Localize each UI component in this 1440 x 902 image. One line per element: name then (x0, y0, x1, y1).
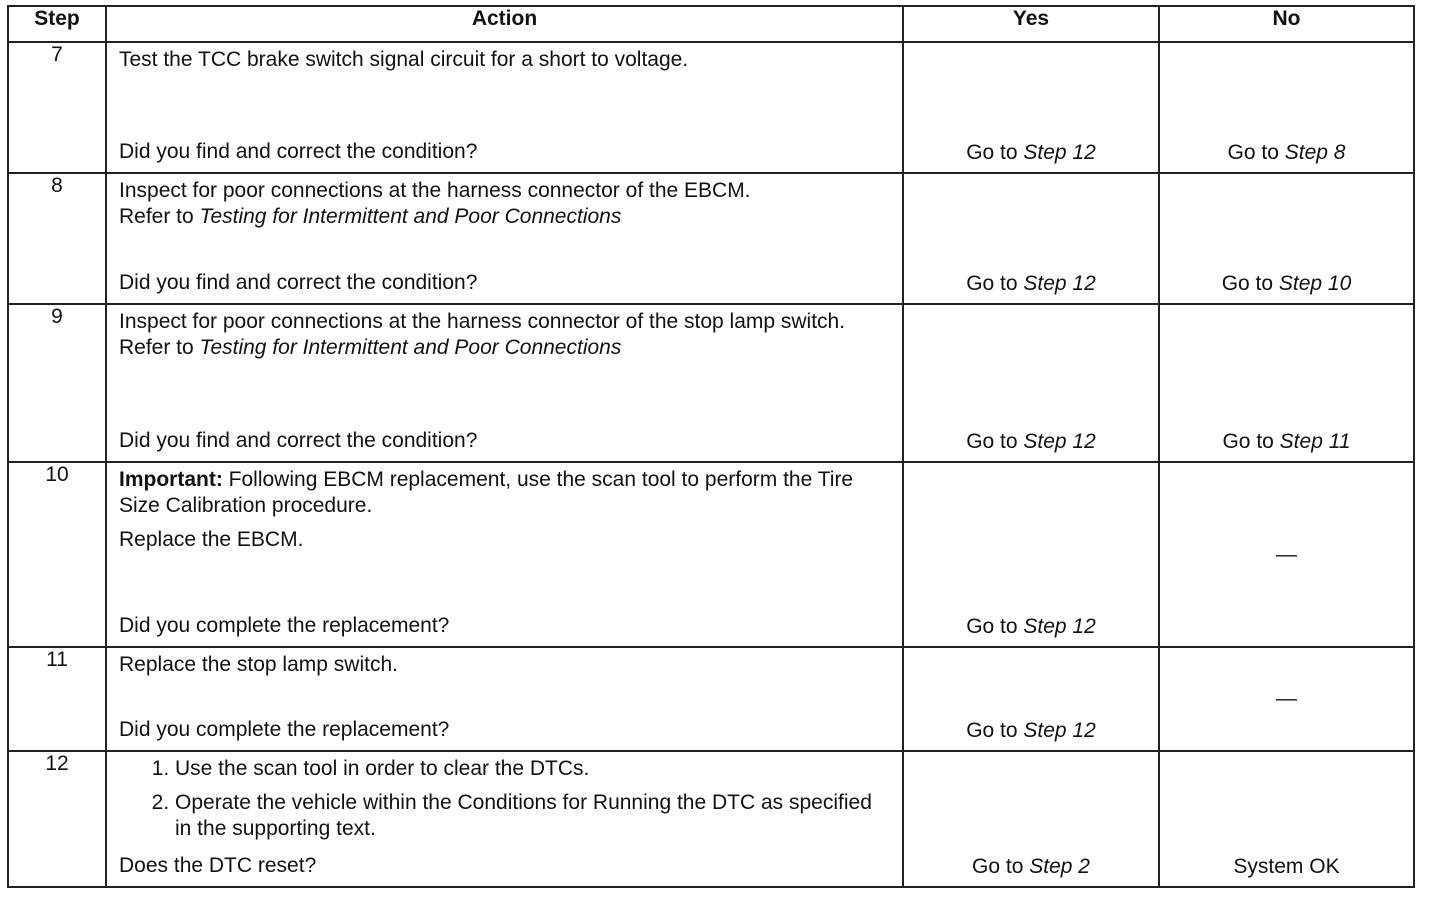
table-row (8, 173, 1414, 304)
step-number: 8 (8, 173, 106, 304)
table-row (8, 462, 1414, 647)
yes-step-link[interactable]: Step 12 (1023, 615, 1096, 638)
no-dash: — (1276, 687, 1297, 710)
yes-step-link[interactable]: Step 12 (1023, 272, 1096, 295)
diagnostic-steps-table (7, 5, 1415, 888)
list-item: 1. Use the scan tool in order to clear the DTCs. (175, 756, 894, 782)
refer-link[interactable]: Testing for Intermittent and Poor Connections (199, 205, 622, 228)
no-cell (1159, 42, 1414, 173)
header-step: Step (8, 6, 106, 42)
list-item: 2. Operate the vehicle within the Conditions for Running the DTC as specified in the supporting text. (175, 790, 894, 842)
yes-cell (903, 173, 1159, 304)
no-prefix: Go to (1221, 272, 1279, 295)
action-question: Did you find and correct the condition? (119, 271, 478, 294)
table-row (8, 751, 1414, 887)
table-row (8, 42, 1414, 173)
action-question: Did you complete the replacement? (119, 718, 450, 741)
no-prefix: Go to (1227, 141, 1285, 164)
no-cell (1159, 462, 1414, 647)
refer-link[interactable]: Testing for Intermittent and Poor Connections (199, 336, 622, 359)
yes-prefix: Go to (966, 272, 1024, 295)
no-dash: — (1276, 542, 1297, 566)
step-number: 11 (8, 647, 106, 751)
yes-cell (903, 462, 1159, 647)
action-cell (106, 42, 903, 173)
no-step-link[interactable]: Step 11 (1279, 430, 1351, 453)
step-number: 7 (8, 42, 106, 173)
action-cell (106, 304, 903, 462)
yes-prefix: Go to (966, 719, 1024, 742)
step-number: 12 (8, 751, 106, 887)
action-text (119, 756, 894, 850)
action-text-line: Replace the EBCM. (119, 528, 304, 551)
important-text: Following EBCM replacement, use the scan tool to perform the Tire Size Calibration procedure. (119, 468, 854, 517)
no-cell (1159, 647, 1414, 751)
action-cell (106, 173, 903, 304)
yes-step-link[interactable]: Step 12 (1023, 719, 1096, 742)
important-label: Important: (119, 468, 223, 491)
yes-cell (903, 751, 1159, 887)
no-step-link[interactable]: Step 8 (1284, 141, 1346, 164)
action-question: Does the DTC reset? (119, 854, 317, 877)
no-prefix: Go to (1222, 430, 1280, 453)
yes-cell (903, 42, 1159, 173)
action-text: Replace the stop lamp switch. (119, 653, 398, 676)
action-cell (106, 751, 903, 887)
action-text: Test the TCC brake switch signal circuit for a short to voltage. (119, 48, 689, 71)
yes-step-link[interactable]: Step 12 (1023, 141, 1096, 164)
header-row (8, 6, 1414, 42)
refer-prefix: Refer to (119, 336, 200, 359)
header-yes: Yes (903, 6, 1159, 42)
yes-cell (903, 304, 1159, 462)
refer-prefix: Refer to (119, 205, 200, 228)
no-step-link[interactable]: Step 10 (1278, 272, 1352, 295)
action-question: Did you find and correct the condition? (119, 429, 478, 452)
important-note (119, 467, 894, 519)
yes-prefix: Go to (966, 141, 1024, 164)
yes-prefix: Go to (972, 855, 1030, 878)
header-action: Action (106, 6, 903, 42)
action-question: Did you find and correct the condition? (119, 140, 478, 163)
table-row (8, 304, 1414, 462)
action-cell (106, 647, 903, 751)
no-cell (1159, 751, 1414, 887)
action-text-line: Inspect for poor connections at the harness connector of the EBCM. (119, 179, 751, 202)
action-text (119, 309, 894, 361)
yes-step-link[interactable]: Step 2 (1029, 855, 1090, 878)
yes-prefix: Go to (966, 430, 1024, 453)
action-text (119, 178, 894, 230)
no-cell (1159, 173, 1414, 304)
no-result: System OK (1233, 855, 1340, 878)
action-cell (106, 462, 903, 647)
yes-cell (903, 647, 1159, 751)
step-number: 10 (8, 462, 106, 647)
table-row (8, 647, 1414, 751)
action-text-line: Inspect for poor connections at the harness connector of the stop lamp switch. (119, 310, 846, 333)
no-cell (1159, 304, 1414, 462)
action-text (119, 467, 894, 553)
step-number: 9 (8, 304, 106, 462)
action-question: Did you complete the replacement? (119, 614, 450, 637)
procedure-list (119, 756, 894, 842)
yes-prefix: Go to (966, 615, 1024, 638)
yes-step-link[interactable]: Step 12 (1023, 430, 1096, 453)
header-no: No (1159, 6, 1414, 42)
